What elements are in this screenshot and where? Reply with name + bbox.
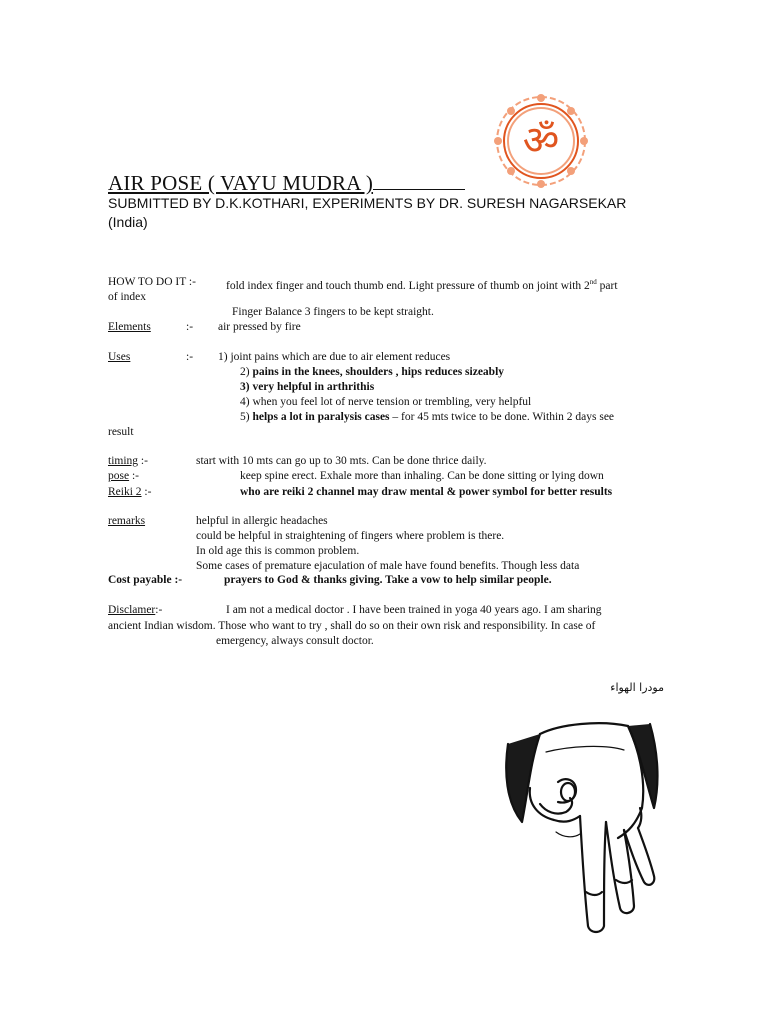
disclaimer-text-2: ancient Indian wisdom. Those who want to try , shall do so on their own risk and responsibility. In case of — [108, 620, 596, 632]
remarks-line-1: helpful in allergic headaches — [196, 515, 328, 527]
pose-text: keep spine erect. Exhale more than inhaling. Can be done sitting or lying down — [240, 470, 604, 482]
disclaimer-sep: :- — [155, 604, 163, 616]
subtitle-line-1: SUBMITTED BY D.K.KOTHARI, EXPERIMENTS BY DR. SURESH NAGARSEKAR — [108, 195, 627, 211]
uses-item-5-num: 5) — [240, 411, 253, 423]
uses-label: Uses — [108, 351, 131, 363]
subtitle-line-2: (India) — [108, 214, 148, 230]
pose-sep: :- — [131, 470, 139, 482]
page-title — [108, 170, 465, 195]
vayu-mudra-hand-icon — [500, 712, 666, 940]
reiki-sep: :- — [144, 486, 152, 498]
reiki-text: who are reiki 2 channel may draw mental & power symbol for better results — [240, 486, 613, 498]
remarks-line-4: Some cases of premature ejaculation of male have found benefits. Though less data — [196, 560, 580, 572]
timing-label-text: timing — [108, 455, 139, 467]
uses-item-5-cont: result — [108, 426, 134, 438]
elements-text: air pressed by fire — [218, 321, 301, 333]
disclaimer-text-3: emergency, always consult doctor. — [216, 635, 374, 647]
how-to-sup: nd — [589, 278, 597, 286]
om-symbol-icon — [492, 92, 590, 190]
pose-label — [108, 469, 139, 483]
pose-label-text: pose — [108, 470, 130, 482]
uses-item-2 — [240, 365, 504, 379]
disclaimer-label-text: Disclamer — [108, 604, 156, 616]
timing-sep: :- — [140, 455, 148, 467]
uses-item-2-bold: pains in the knees, shoulders , hips reduces sizeably — [252, 366, 505, 378]
om-logo — [492, 92, 590, 190]
uses-sep: :- — [186, 351, 194, 363]
disclaimer-label — [108, 603, 162, 617]
title-text: AIR POSE ( VAYU MUDRA ) — [108, 171, 374, 195]
how-to-text-b: part — [596, 279, 618, 292]
how-to-text — [226, 275, 618, 293]
cost-label: Cost payable :- — [108, 574, 183, 586]
uses-item-5 — [240, 410, 614, 424]
hand-illustration — [500, 712, 666, 940]
how-to-text-a: fold index finger and touch thumb end. Light pressure of thumb on joint with 2 — [226, 279, 590, 292]
arabic-caption: مودرا الهواء — [610, 681, 664, 694]
uses-item-4: 4) when you feel lot of nerve tension or trembling, very helpful — [240, 396, 532, 408]
timing-label — [108, 454, 148, 468]
how-to-line-3: Finger Balance 3 fingers to be kept straight. — [232, 306, 434, 318]
reiki-label — [108, 485, 151, 499]
disclaimer-text-1: I am not a medical doctor . I have been trained in yoga 40 years ago. I am sharing — [226, 604, 602, 616]
remarks-line-2: could be helpful in straightening of fingers where problem is there. — [196, 530, 505, 542]
cost-text: prayers to God & thanks giving. Take a vow to help similar people. — [224, 574, 552, 586]
uses-item-5-rest: – for 45 mts twice to be done. Within 2 days see — [389, 411, 615, 423]
remarks-label: remarks — [108, 515, 146, 527]
elements-label: Elements — [108, 321, 151, 333]
timing-text: start with 10 mts can go up to 30 mts. Can be done thrice daily. — [196, 455, 487, 467]
how-to-label: HOW TO DO IT :- — [108, 276, 196, 288]
uses-item-3: 3) very helpful in arthrithis — [240, 381, 375, 393]
svg-text:ॐ: ॐ — [522, 118, 560, 164]
uses-item-2-num: 2) — [240, 366, 253, 378]
elements-sep: :- — [186, 321, 194, 333]
reiki-label-text: Reiki 2 — [108, 486, 142, 498]
title-underline — [373, 170, 465, 190]
how-to-line-2: of index — [108, 291, 147, 303]
uses-item-1: 1) joint pains which are due to air element reduces — [218, 351, 451, 363]
remarks-line-3: In old age this is common problem. — [196, 545, 360, 557]
uses-item-5-bold: helps a lot in paralysis cases — [252, 411, 390, 423]
